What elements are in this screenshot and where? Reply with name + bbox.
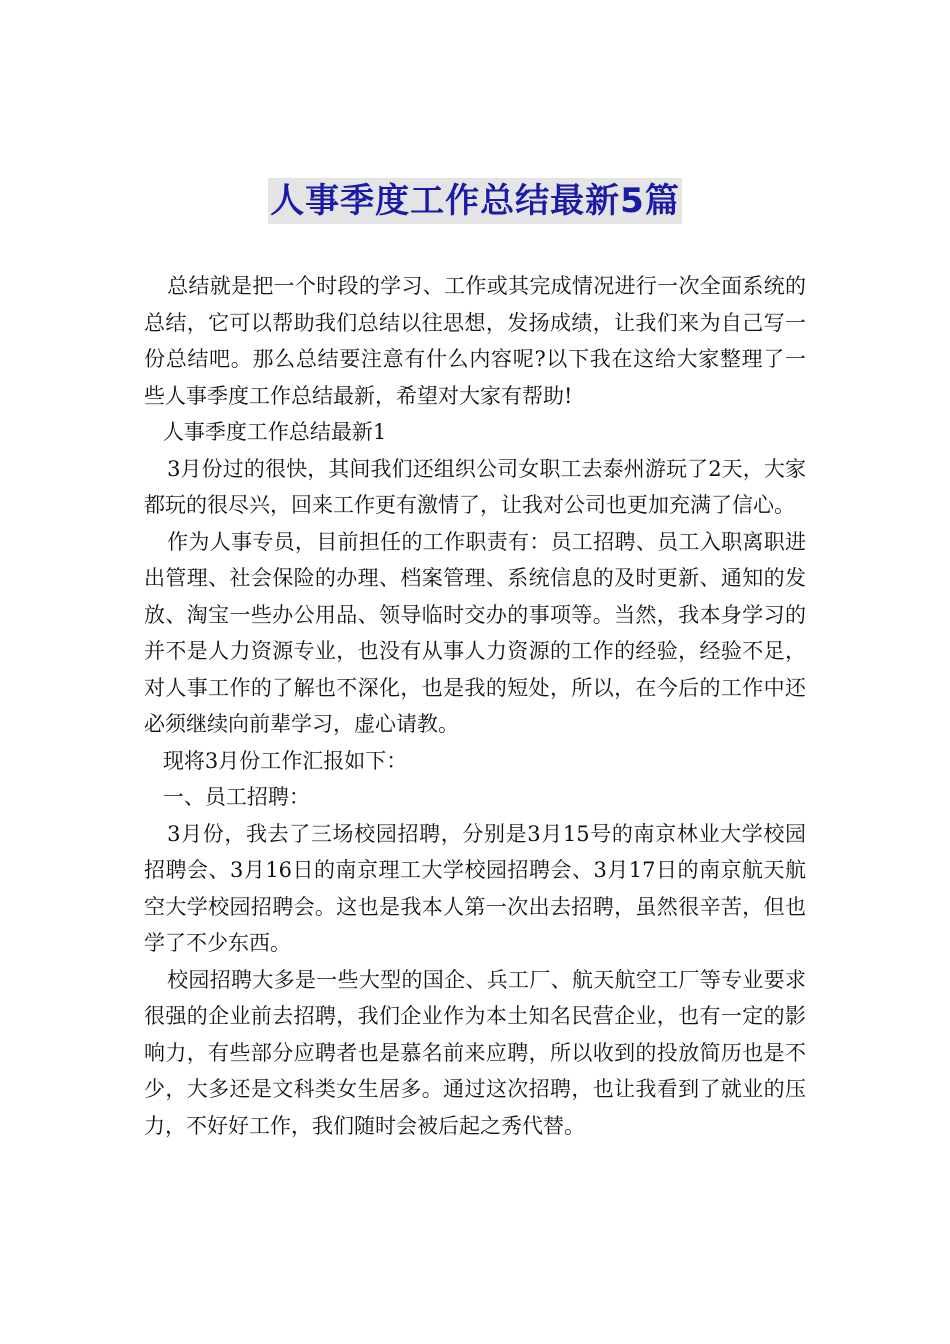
- intro-paragraph: 总结就是把一个时段的学习、工作或其完成情况进行一次全面系统的总结，它可以帮助我们总结以往思想，发扬成绩，让我们来为自己写一份总结吧。那么总结要注意有什么内容呢?以下我在这给大家整理了一些人事季度工作总结最新，希望对大家有帮助!: [144, 274, 806, 408]
- document-body: [144, 268, 806, 1144]
- subsection-heading: 一、员工招聘：: [162, 785, 310, 809]
- body-paragraph: 现将3月份工作汇报如下：: [162, 748, 408, 773]
- body-paragraph: 作为人事专员，目前担任的工作职责有：员工招聘、员工入职离职进出管理、社会保险的办理、档案管理、系统信息的及时更新、通知的发放、淘宝一些办公用品、领导临时交办的事项等。当然，我本身学习的并不是人力资源专业，也没有从事人力资源的工作的经验，经验不足，对人事工作的了解也不深化，也是我的短处，所以，在今后的工作中还必须继续向前辈学习，虚心请教。: [144, 529, 806, 736]
- title-block: [0, 178, 950, 224]
- section-heading: 人事季度工作总结最新1: [162, 420, 387, 444]
- body-paragraph: 校园招聘大多是一些大型的国企、兵工厂、航天航空工厂等专业要求很强的企业前去招聘，我们企业作为本土知名民营企业，也有一定的影响力，有些部分应聘者也是慕名前来应聘，所以收到的投放简历也是不少，大多还是文科类女生居多。通过这次招聘，也让我看到了就业的压力，不好好工作，我们随时会被后起之秀代替。: [144, 967, 806, 1138]
- document-title: 人事季度工作总结最新5篇: [268, 178, 682, 224]
- body-paragraph: 3月份过的很快，其间我们还组织公司女职工去泰州游玩了2天，大家都玩的很尽兴，回来工作更有激情了，让我对公司也更加充满了信心。: [144, 456, 806, 517]
- body-paragraph: 3月份，我去了三场校园招聘，分别是3月15号的南京林业大学校园招聘会、3月16日的南京理工大学校园招聘会、3月17日的南京航天航空大学校园招聘会。这也是我本人第一次出去招聘，虽然很辛苦，但也学了不少东西。: [144, 821, 806, 955]
